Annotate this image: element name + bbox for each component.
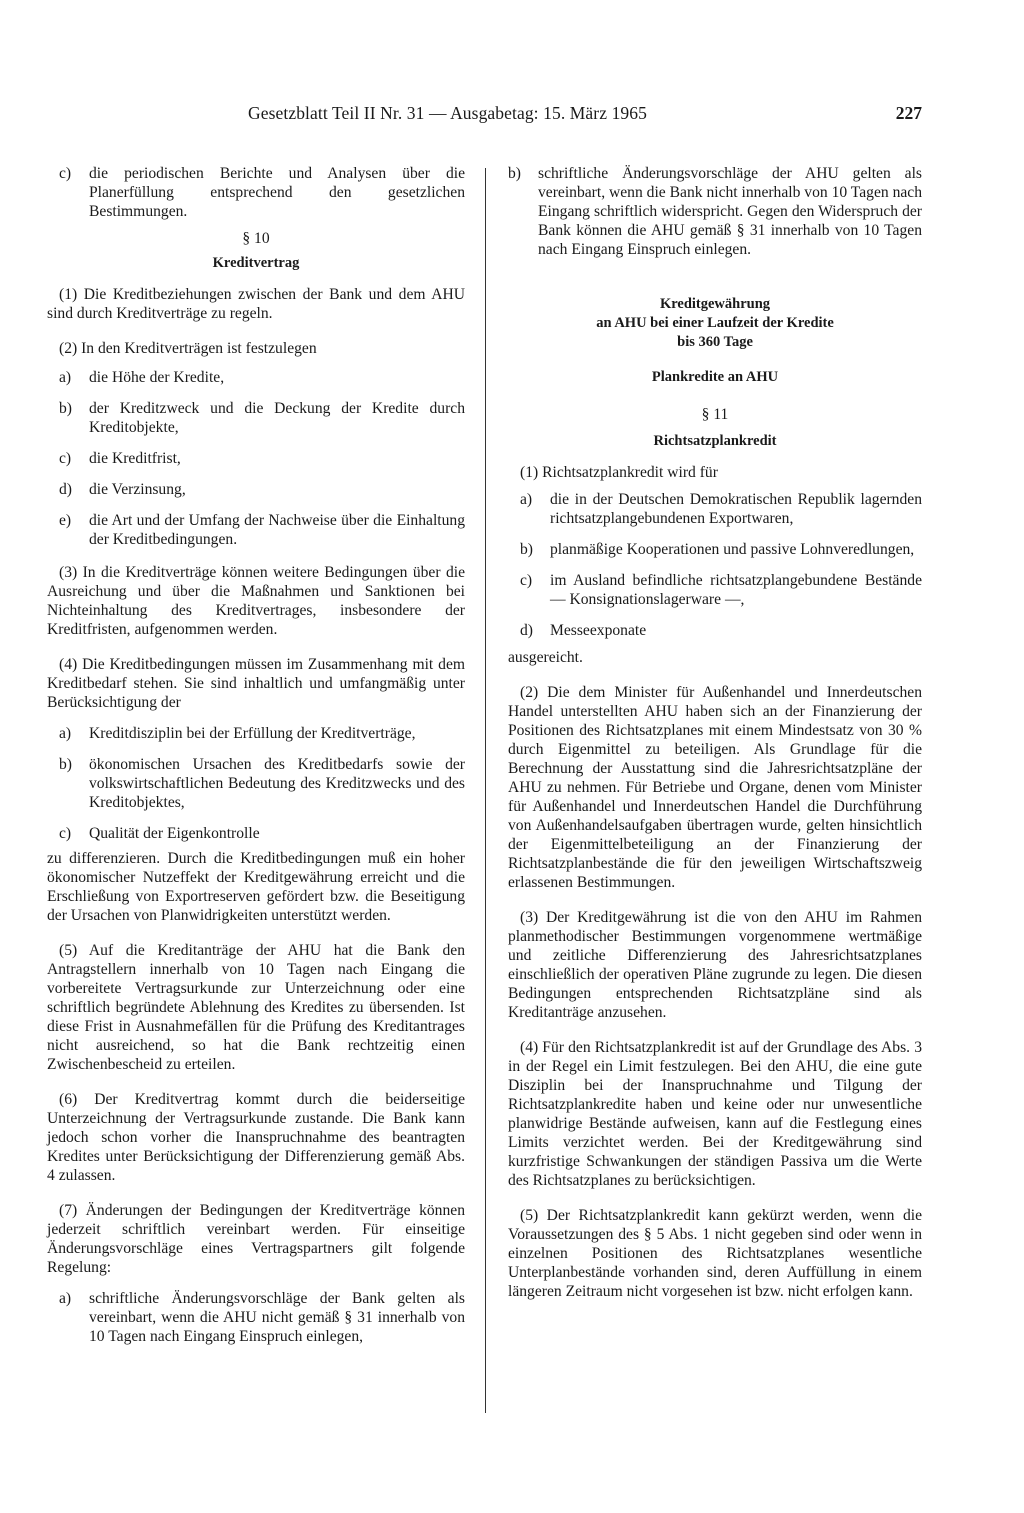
list-item <box>47 368 465 387</box>
item-text: die in der Deutschen Demokratischen Republik lagernden richtsatzplangebundenen Exportwaren, <box>550 491 922 527</box>
item-label: c) <box>59 450 72 467</box>
list-item <box>47 480 465 499</box>
item-text: die Höhe der Kredite, <box>89 369 225 386</box>
list-item <box>47 164 465 221</box>
section-number: § 10 <box>242 230 270 247</box>
list-item <box>47 1289 465 1346</box>
section-number: § 11 <box>701 406 729 423</box>
section-title: Richtsatzplankredit <box>653 433 777 449</box>
item-label: b) <box>59 756 72 773</box>
heading-line: Kreditgewährung <box>659 296 771 312</box>
item-label: a) <box>59 1290 72 1307</box>
list-item <box>47 824 465 843</box>
heading-line: bis 360 Tage <box>677 334 753 350</box>
paragraph: (2) In den Kreditverträgen ist festzulegen <box>59 340 317 357</box>
paragraph: (3) Der Kreditgewährung ist die von den AHU im Rahmen planmethodischer Bestimmungen vorgenommene wertmäßige und zeitliche Differenzierung des Jahresrichtsatzplanes einschließlich der operativen Pläne zugrunde zu legen. Die diesen Bedingungen entsprechenden Richtsatzpläne sind als Kreditanträge anzusehen. <box>508 909 922 1021</box>
header-title: Gesetzblatt Teil II Nr. 31 — Ausgabetag: 15. März 1965 <box>248 103 647 123</box>
item-label: c) <box>59 165 72 182</box>
column-divider <box>485 168 486 1413</box>
item-label: b) <box>59 400 72 417</box>
item-label: c) <box>59 825 72 842</box>
item-text: die Verzinsung, <box>89 481 186 498</box>
item-text: Messeexponate <box>550 622 647 639</box>
item-label: b) <box>520 541 533 558</box>
list-item <box>508 540 922 559</box>
item-label: b) <box>508 165 521 182</box>
list-item <box>47 399 465 437</box>
page-number: 227 <box>895 103 922 123</box>
list-item <box>508 490 922 528</box>
item-label: d) <box>520 622 533 639</box>
item-text: planmäßige Kooperationen und passive Lohnveredlungen, <box>550 541 915 558</box>
item-text: Qualität der Eigenkontrolle <box>89 825 260 842</box>
paragraph: (1) Die Kreditbeziehungen zwischen der Bank und dem AHU sind durch Kreditverträge zu regeln. <box>47 286 465 322</box>
item-text: Kreditdisziplin bei der Erfüllung der Kreditverträge, <box>89 725 416 742</box>
item-label: c) <box>520 572 533 589</box>
list-item <box>47 724 465 743</box>
paragraph: (3) In die Kreditverträge können weitere Bedingungen über die Ausreichung und über die Maßnahmen und Sanktionen bei Nichteinhaltung des Kreditvertrages, insbesondere der Kreditfristen, aufgenommen werden. <box>47 564 465 638</box>
paragraph: zu differenzieren. Durch die Kreditbedingungen muß ein hoher ökonomischer Nutzeffekt der Kreditgewährung erreicht und die Erschließung von Exportreserven gefördert bzw. die Beseitigung der Ursachen von Planwidrigkeiten unterstützt werden. <box>47 850 465 924</box>
paragraph: (6) Der Kreditvertrag kommt durch die beiderseitige Unterzeichnung der Vertragsurkunde zustande. Die Bank kann jedoch schon vorher die Inanspruchnahme des beantragten Kredites unter Berücksichtigung der Differenzierung gemäß Abs. 4 zulassen. <box>47 1091 465 1184</box>
right-column <box>508 164 922 1301</box>
item-text: die periodischen Berichte und Analysen über die Planerfüllung entsprechend den gesetzlichen Bestimmungen. <box>89 165 465 220</box>
paragraph: (5) Auf die Kreditanträge der AHU hat die Bank den Antragstellern innerhalb von 10 Tagen nach Eingang die vorbereitete Vertragsurkunde zur Unterzeichnung oder eine schriftlich begründete Ablehnung des Kredites zu übersenden. Ist diese Frist in Ausnahmefällen für die Prüfung des Kreditantrages nicht ausreichend, so hat die Bank rechtzeitig einen Zwischenbescheid zu erteilen. <box>47 942 465 1073</box>
paragraph: (7) Änderungen der Bedingungen der Kreditverträge können jederzeit schriftlich vereinbart werden. Für einseitige Änderungsvorschläge eines Vertragspartners gilt folgende Regelung: <box>47 1202 465 1276</box>
paragraph: (1) Richtsatzplankredit wird für <box>520 464 718 481</box>
paragraph: (5) Der Richtsatzplankredit kann gekürzt werden, wenn die Voraussetzungen des § 5 Abs. 1 nicht gegeben sind oder wenn in einzelnen Positionen des Richtsatzplanes wesentliche Unterplanbestände vorhanden sind, deren Auffüllung in einem längeren Zeitraum nicht vorgesehen ist bzw. nicht erfolgen kann. <box>508 1207 922 1300</box>
item-text: der Kreditzweck und die Deckung der Kredite durch Kreditobjekte, <box>89 400 465 436</box>
item-label: d) <box>59 481 72 498</box>
left-column <box>47 164 465 1346</box>
item-text: im Ausland befindliche richtsatzplangebundene Bestände — Konsignationslagerware —, <box>550 572 922 608</box>
item-label: a) <box>520 491 533 508</box>
paragraph: (2) Die dem Minister für Außenhandel und Innerdeutschen Handel unterstellten AHU haben sich an der Finanzierung der Positionen des Richtsatzplanes mit einem Mindestsatz von 30 % durch Eigenmittel zu beteiligen. Als Grundlage für die Berechnung der Ausstattung sind die Jahresrichtsatzpläne der AHU zu nehmen. Für Betriebe und Organe, denen vom Minister für Außenhandel und Innerdeutschen Handel die Durchführung von Außenhandelsaufgaben übertragen wurde, gelten hinsichtlich der Eigenmittelbeteiligung an der Finanzierung der Richtsatzplanbestände die für den jeweiligen Wirtschaftszweig erlassenen Bestimmungen. <box>508 684 922 891</box>
item-text: die Art und der Umfang der Nachweise über die Einhaltung der Kreditbedingungen. <box>89 512 465 548</box>
item-label: e) <box>59 512 72 529</box>
heading: Plankredite an AHU <box>651 369 779 385</box>
page-header <box>248 104 922 128</box>
list-item <box>508 571 922 609</box>
paragraph: ausgereicht. <box>508 649 583 666</box>
list-item <box>47 755 465 812</box>
list-item <box>47 511 465 549</box>
item-label: a) <box>59 369 72 386</box>
item-text: schriftliche Änderungsvorschläge der AHU gelten als vereinbart, wenn die Bank nicht innerhalb von 10 Tagen nach Eingang schriftlich widerspricht. Gegen den Widerspruch der Bank können die AHU gemäß § 31 innerhalb von 10 Tagen nach Eingang Einspruch einlegen. <box>538 165 923 258</box>
item-label: a) <box>59 725 72 742</box>
list-item <box>47 449 465 468</box>
item-text: die Kreditfrist, <box>89 450 181 467</box>
item-text: schriftliche Änderungsvorschläge der Bank gelten als vereinbart, wenn die AHU nicht gemäß § 31 innerhalb von 10 Tagen nach Eingang Einspruch einlegen, <box>89 1290 465 1345</box>
item-text: ökonomischen Ursachen des Kreditbedarfs sowie der volkswirtschaftlichen Bedeutung des Kreditzwecks und des Kreditobjektes, <box>89 756 465 811</box>
paragraph: (4) Die Kreditbedingungen müssen im Zusammenhang mit dem Kreditbedarf stehen. Sie sind inhaltlich und umfangmäßig unter Berücksichtigung der <box>47 656 465 711</box>
heading-line: an AHU bei einer Laufzeit der Kredite <box>596 315 834 331</box>
list-item <box>508 621 922 640</box>
list-item <box>508 164 922 259</box>
section-title: Kreditvertrag <box>212 255 300 271</box>
paragraph: (4) Für den Richtsatzplankredit ist auf der Grundlage des Abs. 3 in der Regel ein Limit festzulegen. Bei den AHU, die eine gute Disziplin bei der Inanspruchnahme und Tilgung der Richtsatzplankredite haben und keine oder nur unwesentliche planwidrige Bestände aufweisen, kann auf die Festlegung eines Limits verzichtet werden. Bei der Kreditgewährung sind kurzfristige Schwankungen der ständigen Passiva um die Werte des Richtsatzplanes zu berücksichtigen. <box>508 1039 922 1189</box>
